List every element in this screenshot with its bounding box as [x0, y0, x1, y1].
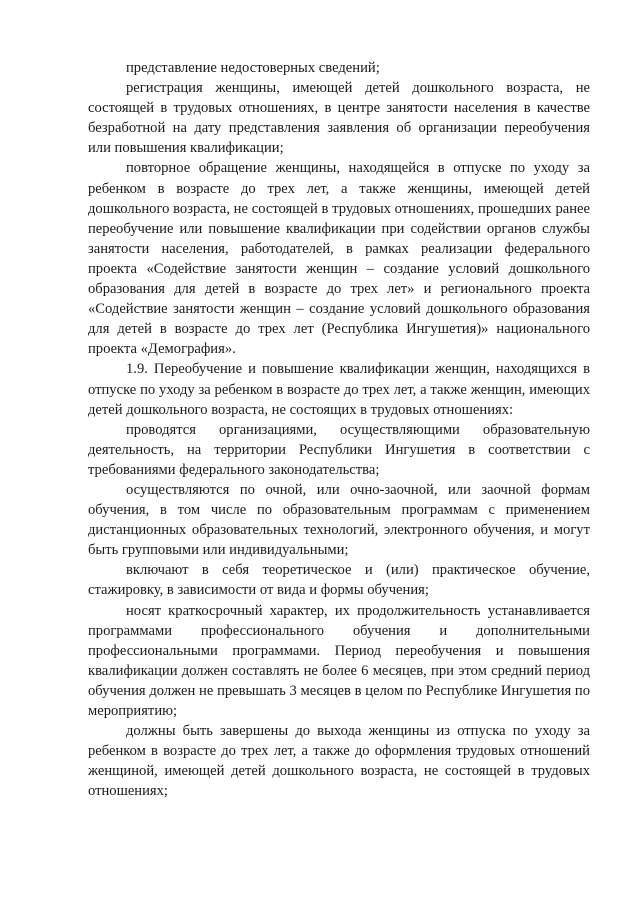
- paragraph-repeated-application: повторное обращение женщины, находящейся в отпуске по уходу за ребенком в возрасте до трех лет, а также женщины, имеющей детей дошкольного возраста, не состоящей в трудовых отношениях, прошедших ранее переобучение или повышение квалификации при содействии органов службы занятости населения, работодателей, в рамках реализации федерального проекта «Содействие занятости женщин – создание условий дошкольного образования для детей в возрасте до трех лет» и регионального проекта «Содействие занятости женщин – создание условий дошкольного образования для детей в возрасте до трех лет (Республика Ингушетия)» национального проекта «Демография».: [88, 160, 590, 358]
- paragraph-forms-of-study: осуществляются по очной, или очно-заочной, или заочной формам обучения, в том числе по образовательным программам с применением дистанционных образовательных технологий, электронного обучения, и могут быть групповыми или индивидуальными;: [88, 481, 590, 559]
- paragraph-registration-unemployed: регистрация женщины, имеющей детей дошкольного возраста, не состоящей в трудовых отношениях, в центре занятости населения в качестве безработной на дату представления заявления об организации переобучения или повышения квалификации;: [88, 80, 590, 157]
- paragraph-completion-deadline: должны быть завершены до выхода женщины из отпуска по уходу за ребенком в возрасте до трех лет, а также до оформления трудовых отношений женщиной, имеющей детей дошкольного возраста, не состоящей в трудовых отношениях;: [88, 723, 590, 800]
- paragraph-conducted-by-organizations: проводятся организациями, осуществляющими образовательную деятельность, на территории Республики Ингушетия в соответствии с требованиями федерального законодательства;: [88, 421, 590, 478]
- paragraph-unreliable-information: представление недостоверных сведений;: [126, 60, 380, 76]
- document-page: [88, 58, 590, 801]
- paragraph-section-1-9: 1.9. Переобучение и повышение квалификации женщин, находящихся в отпуске по уходу за ребенком в возрасте до трех лет, а также женщин, имеющих детей дошкольного возраста, не состоящих в трудовых отношениях:: [88, 361, 590, 418]
- paragraph-theoretical-practical: включают в себя теоретическое и (или) практическое обучение, стажировку, в зависимости от вида и формы обучения;: [88, 562, 590, 599]
- paragraph-short-term-duration: носят краткосрочный характер, их продолжительность устанавливается программами профессионального обучения и дополнительными профессиональными программами. Период переобучения и повышения квалификации должен составлять не более 6 месяцев, при этом средний период обучения должен не превышать 3 месяцев в целом по Республике Ингушетия по мероприятию;: [88, 602, 590, 719]
